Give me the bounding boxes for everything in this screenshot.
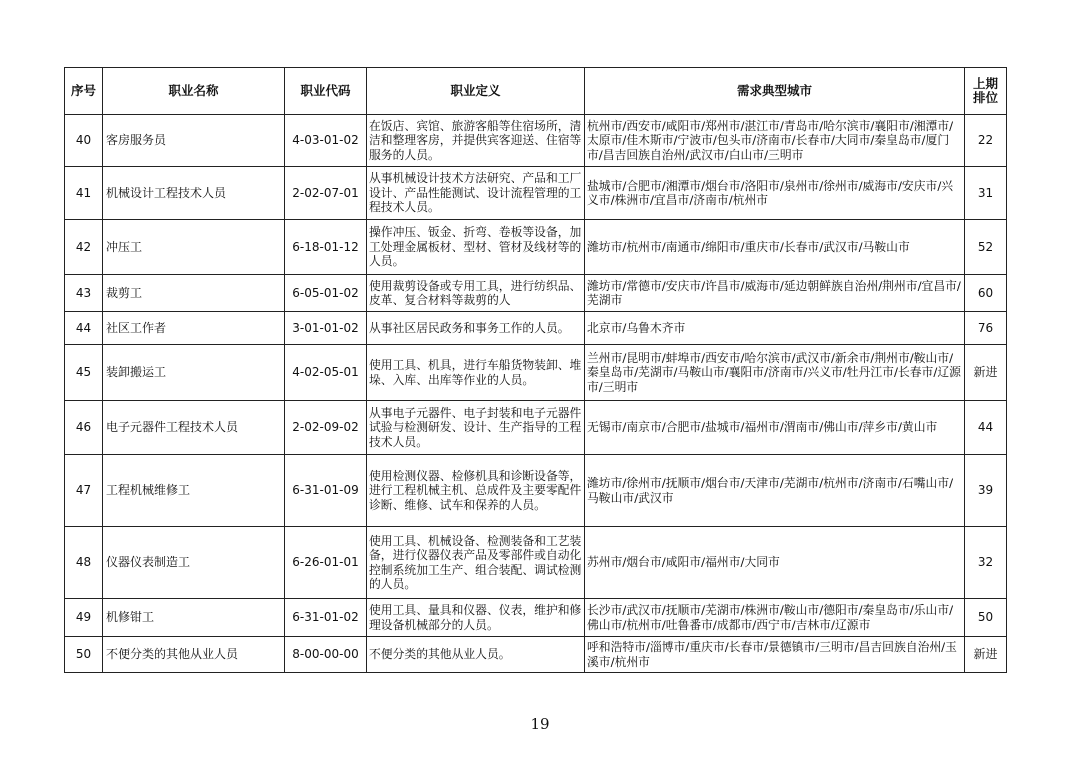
definition-cell: 从事机械设计技术方法研究、产品和工厂设计、产品性能测试、设计流程管理的工程技术人员。 bbox=[367, 167, 585, 220]
name-cell: 装卸搬运工 bbox=[103, 345, 285, 401]
code-cell: 4-03-01-02 bbox=[285, 115, 367, 167]
cities-cell: 杭州市/西安市/咸阳市/郑州市/湛江市/青岛市/哈尔滨市/襄阳市/湘潭市/太原市/佳木斯市/宁波市/包头市/济南市/长春市/大同市/秦皇岛市/厦门市/昌吉回族自治州/武汉市/白山市/三明市 bbox=[585, 115, 965, 167]
name-cell: 裁剪工 bbox=[103, 275, 285, 312]
table-row bbox=[65, 401, 1007, 455]
seq-cell: 50 bbox=[65, 637, 103, 673]
name-cell: 电子元器件工程技术人员 bbox=[103, 401, 285, 455]
seq-cell: 45 bbox=[65, 345, 103, 401]
table-row bbox=[65, 167, 1007, 220]
name-cell: 仪器仪表制造工 bbox=[103, 527, 285, 599]
table-row bbox=[65, 599, 1007, 637]
definition-cell: 从事电子元器件、电子封装和电子元器件试验与检测研发、设计、生产指导的工程技术人员。 bbox=[367, 401, 585, 455]
last-rank-cell: 39 bbox=[965, 455, 1007, 527]
cities-cell: 潍坊市/徐州市/抚顺市/烟台市/天津市/芜湖市/杭州市/济南市/石嘴山市/马鞍山市/武汉市 bbox=[585, 455, 965, 527]
table-header-row bbox=[65, 68, 1007, 115]
table-row bbox=[65, 455, 1007, 527]
last-rank-cell: 52 bbox=[965, 220, 1007, 275]
cities-cell: 无锡市/南京市/合肥市/盐城市/福州市/渭南市/佛山市/萍乡市/黄山市 bbox=[585, 401, 965, 455]
seq-cell: 49 bbox=[65, 599, 103, 637]
name-cell: 不便分类的其他从业人员 bbox=[103, 637, 285, 673]
page-number: 19 bbox=[530, 715, 550, 733]
header-seq: 序号 bbox=[65, 68, 103, 115]
table-row bbox=[65, 527, 1007, 599]
cities-cell: 兰州市/昆明市/蚌埠市/西安市/哈尔滨市/武汉市/新余市/荆州市/鞍山市/秦皇岛市/芜湖市/马鞍山市/襄阳市/济南市/兴义市/牡丹江市/长春市/辽源市/三明市 bbox=[585, 345, 965, 401]
seq-cell: 48 bbox=[65, 527, 103, 599]
last-rank-cell: 76 bbox=[965, 312, 1007, 345]
name-cell: 机械设计工程技术人员 bbox=[103, 167, 285, 220]
occupation-table bbox=[64, 67, 1007, 673]
code-cell: 3-01-01-02 bbox=[285, 312, 367, 345]
seq-cell: 43 bbox=[65, 275, 103, 312]
code-cell: 8-00-00-00 bbox=[285, 637, 367, 673]
cities-cell: 呼和浩特市/淄博市/重庆市/长春市/景德镇市/三明市/昌吉回族自治州/玉溪市/杭州市 bbox=[585, 637, 965, 673]
seq-cell: 44 bbox=[65, 312, 103, 345]
code-cell: 6-26-01-01 bbox=[285, 527, 367, 599]
last-rank-cell: 新进 bbox=[965, 637, 1007, 673]
code-cell: 4-02-05-01 bbox=[285, 345, 367, 401]
header-code: 职业代码 bbox=[285, 68, 367, 115]
code-cell: 2-02-09-02 bbox=[285, 401, 367, 455]
table-row bbox=[65, 637, 1007, 673]
code-cell: 2-02-07-01 bbox=[285, 167, 367, 220]
cities-cell: 潍坊市/杭州市/南通市/绵阳市/重庆市/长春市/武汉市/马鞍山市 bbox=[585, 220, 965, 275]
name-cell: 社区工作者 bbox=[103, 312, 285, 345]
definition-cell: 使用工具、机械设备、检测装备和工艺装备，进行仪器仪表产品及零部件或自动化控制系统加工生产、组合装配、调试检测的人员。 bbox=[367, 527, 585, 599]
definition-cell: 不便分类的其他从业人员。 bbox=[367, 637, 585, 673]
cities-cell: 潍坊市/常德市/安庆市/许昌市/威海市/延边朝鲜族自治州/荆州市/宜昌市/芜湖市 bbox=[585, 275, 965, 312]
seq-cell: 47 bbox=[65, 455, 103, 527]
name-cell: 工程机械维修工 bbox=[103, 455, 285, 527]
last-rank-cell: 22 bbox=[965, 115, 1007, 167]
cities-cell: 盐城市/合肥市/湘潭市/烟台市/洛阳市/泉州市/徐州市/威海市/安庆市/兴义市/株洲市/宜昌市/济南市/杭州市 bbox=[585, 167, 965, 220]
last-rank-cell: 44 bbox=[965, 401, 1007, 455]
table-row bbox=[65, 275, 1007, 312]
code-cell: 6-05-01-02 bbox=[285, 275, 367, 312]
table-row bbox=[65, 115, 1007, 167]
table-row bbox=[65, 312, 1007, 345]
definition-cell: 使用工具、机具，进行车船货物装卸、堆垛、入库、出库等作业的人员。 bbox=[367, 345, 585, 401]
last-rank-cell: 50 bbox=[965, 599, 1007, 637]
code-cell: 6-31-01-09 bbox=[285, 455, 367, 527]
last-rank-cell: 60 bbox=[965, 275, 1007, 312]
name-cell: 客房服务员 bbox=[103, 115, 285, 167]
code-cell: 6-31-01-02 bbox=[285, 599, 367, 637]
header-definition: 职业定义 bbox=[367, 68, 585, 115]
seq-cell: 40 bbox=[65, 115, 103, 167]
last-rank-cell: 32 bbox=[965, 527, 1007, 599]
cities-cell: 苏州市/烟台市/咸阳市/福州市/大同市 bbox=[585, 527, 965, 599]
last-rank-cell: 新进 bbox=[965, 345, 1007, 401]
name-cell: 冲压工 bbox=[103, 220, 285, 275]
definition-cell: 使用检测仪器、检修机具和诊断设备等，进行工程机械主机、总成件及主要零配件诊断、维修、试车和保养的人员。 bbox=[367, 455, 585, 527]
definition-cell: 使用裁剪设备或专用工具，进行纺织品、皮革、复合材料等裁剪的人 bbox=[367, 275, 585, 312]
last-rank-cell: 31 bbox=[965, 167, 1007, 220]
seq-cell: 42 bbox=[65, 220, 103, 275]
cities-cell: 北京市/乌鲁木齐市 bbox=[585, 312, 965, 345]
seq-cell: 41 bbox=[65, 167, 103, 220]
header-name: 职业名称 bbox=[103, 68, 285, 115]
definition-cell: 在饭店、宾馆、旅游客船等住宿场所，清洁和整理客房，并提供宾客迎送、住宿等服务的人员。 bbox=[367, 115, 585, 167]
definition-cell: 操作冲压、钣金、折弯、卷板等设备，加工处理金属板材、型材、管材及线材等的人员。 bbox=[367, 220, 585, 275]
header-last-rank: 上期排位 bbox=[965, 68, 1007, 115]
header-cities: 需求典型城市 bbox=[585, 68, 965, 115]
table-row bbox=[65, 220, 1007, 275]
cities-cell: 长沙市/武汉市/抚顺市/芜湖市/株洲市/鞍山市/德阳市/秦皇岛市/乐山市/佛山市/杭州市/吐鲁番市/成都市/西宁市/吉林市/辽源市 bbox=[585, 599, 965, 637]
code-cell: 6-18-01-12 bbox=[285, 220, 367, 275]
table-row bbox=[65, 345, 1007, 401]
seq-cell: 46 bbox=[65, 401, 103, 455]
name-cell: 机修钳工 bbox=[103, 599, 285, 637]
definition-cell: 从事社区居民政务和事务工作的人员。 bbox=[367, 312, 585, 345]
definition-cell: 使用工具、量具和仪器、仪表，维护和修理设备机械部分的人员。 bbox=[367, 599, 585, 637]
